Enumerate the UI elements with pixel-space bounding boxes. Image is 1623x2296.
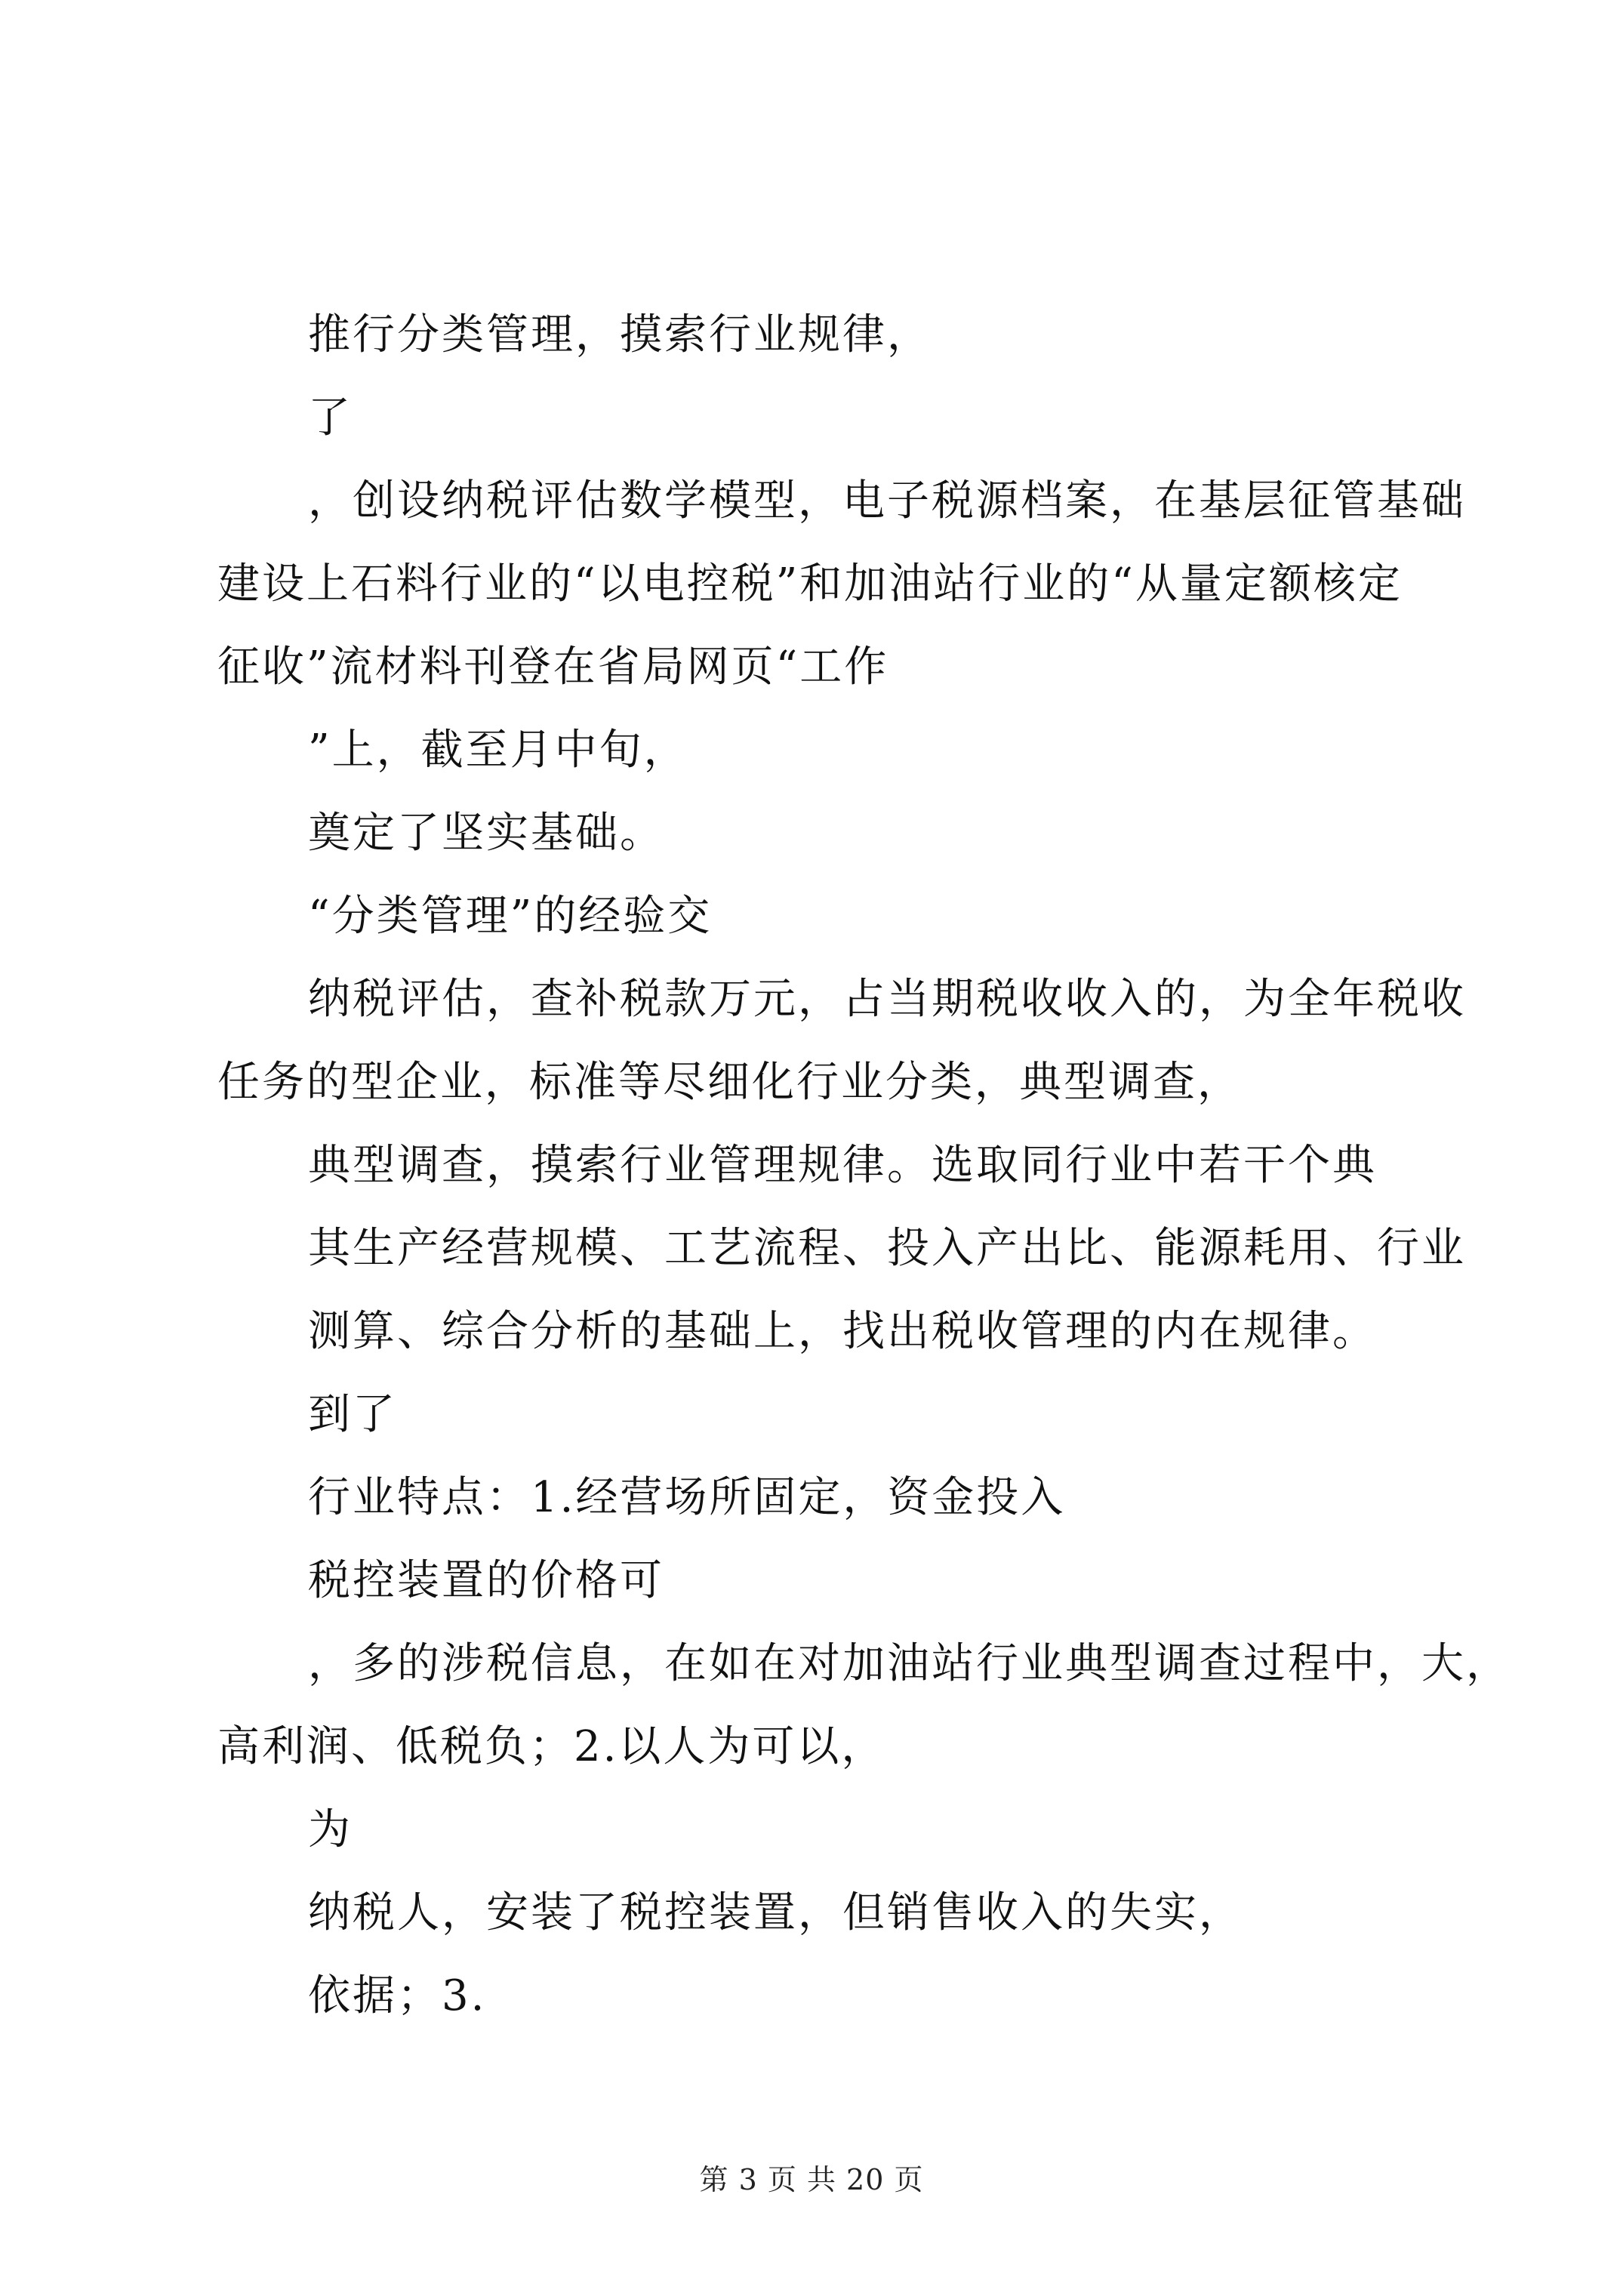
text-line: 其生产经营规模、工艺流程、投入产出比、能源耗用、行业 (308, 1224, 1466, 1273)
text-line: ，创设纳税评估数学模型，电子税源档案，在基层征管基础 (308, 476, 1466, 525)
text-line: ，多的涉税信息，在如在对加油站行业典型调查过程中，大， (308, 1639, 1511, 1688)
text-line: 为 (308, 1805, 353, 1854)
text-line: 任务的型企业，标准等尽细化行业分类，典型调查， (217, 1058, 1242, 1107)
text-line: 征收”流材料刊登在省局网页“工作 (217, 643, 889, 692)
text-line: 纳税人，安装了税控装置，但销售收入的失实， (308, 1888, 1243, 1937)
text-line: 推行分类管理，摸索行业规律， (308, 310, 932, 359)
text-line: 典型调查，摸索行业管理规律。选取同行业中若干个典 (308, 1141, 1377, 1190)
text-line: 奠定了坚实基础。 (308, 809, 664, 858)
page-number-footer: 第 3 页 共 20 页 (699, 2163, 924, 2196)
text-line: 测算、综合分析的基础上，找出税收管理的内在规律。 (308, 1307, 1377, 1356)
text-line: “分类管理”的经验交 (308, 892, 713, 941)
text-line: 税控装置的价格可 (308, 1556, 664, 1605)
text-line: 行业特点：1.经营场所固定，资金投入 (308, 1473, 1066, 1522)
text-line: 了 (308, 393, 353, 442)
text-line: 建设上石料行业的“以电控税”和加油站行业的“从量定额核定 (217, 559, 1403, 609)
text-line: ”上，截至月中旬， (308, 726, 688, 775)
text-line: 高利润、低税负；2.以人为可以， (217, 1722, 886, 1771)
text-line: 依据；3. (308, 1971, 487, 2020)
text-line: 到了 (308, 1390, 397, 1439)
text-line: 纳税评估，查补税款万元，占当期税收收入的，为全年税收 (308, 975, 1466, 1024)
